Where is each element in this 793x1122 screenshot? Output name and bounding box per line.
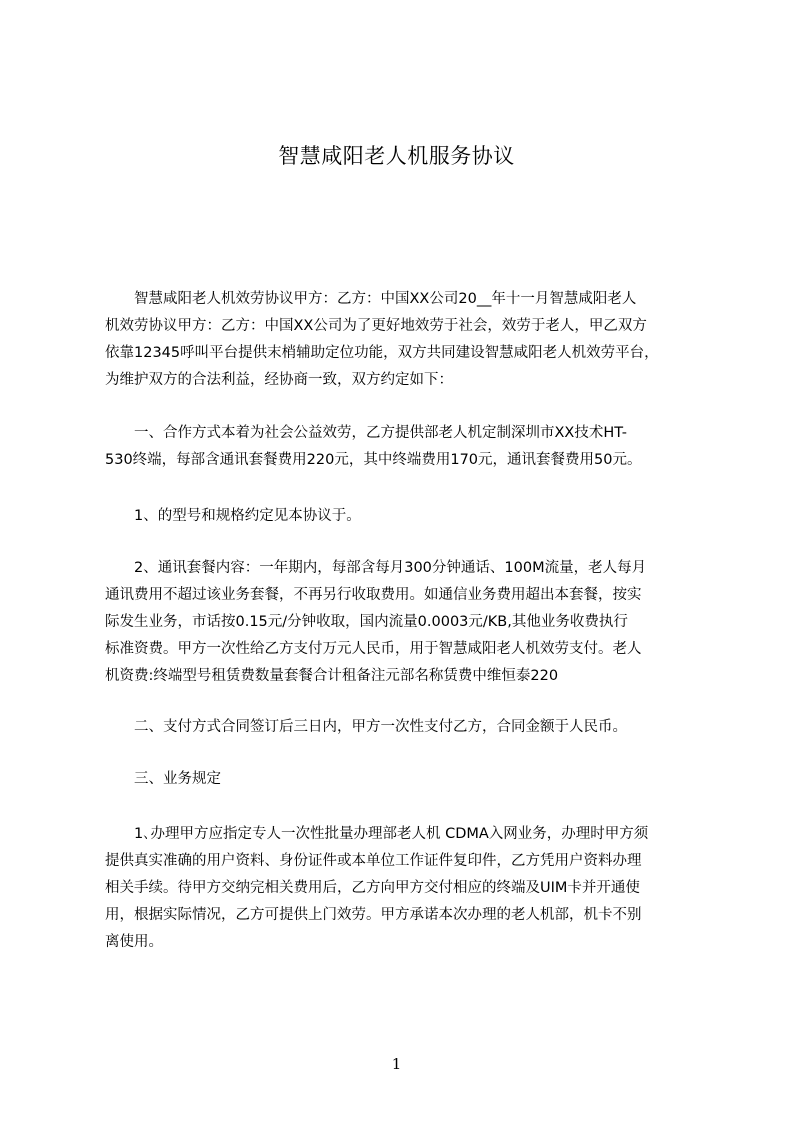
paragraph-cooperation: [105, 420, 698, 474]
text-line: 依靠12345呼叫平台提供末梢辅助定位功能，双方共同建设智慧咸阳老人机效劳平台，: [105, 345, 659, 361]
text-line: 1、的型号和规格约定见本协议于。: [105, 508, 361, 524]
document-title: 智慧咸阳老人机服务协议: [278, 144, 515, 168]
page-number: 1: [391, 1055, 402, 1073]
text-line: 相关手续。待甲方交纳完相关费用后，乙方向甲方交付相应的终端及UIM卡并开通使: [105, 880, 640, 896]
text-line: 2、通讯套餐内容：一年期内，每部含每月300分钟通话、100M流量，老人每月: [105, 560, 647, 576]
paragraph-payment: [105, 714, 698, 741]
text-line: 用，根据实际情况，乙方可提供上门效劳。甲方承诺本次办理的老人机部，机卡不别: [105, 907, 642, 923]
text-line: 530终端，每部含通讯套餐费用220元，其中终端费用170元，通讯套餐费用50元。: [105, 452, 642, 468]
text-line: 际发生业务，市话按0.15元/分钟收取，国内流量0.0003元/KB,其他业务收费执行: [105, 614, 628, 630]
text-line: 1､办理甲方应指定专人一次性批量办理部老人机 CDMA入网业务，办理时甲方须: [105, 826, 649, 842]
paragraph-handling: [105, 821, 698, 956]
paragraph-package: [105, 555, 698, 690]
paragraph-model-spec: [105, 503, 698, 530]
text-line: 二、支付方式合同签订后三日内，甲方一次性支付乙方，合同金额于人民币。: [105, 719, 627, 735]
text-line: 智慧咸阳老人机效劳协议甲方：乙方：中国XX公司20__年十一月智慧咸阳老人: [105, 291, 637, 307]
text-line: 机效劳协议甲方：乙方：中国XX公司为了更好地效劳于社会，效劳于老人，甲乙双方: [105, 318, 647, 334]
text-line: 三、业务规定: [105, 771, 221, 787]
text-line: 为维护双方的合法利益，经协商一致，双方约定如下：: [105, 372, 453, 388]
paragraph-intro: [105, 286, 698, 394]
text-line: 机资费:终端型号租赁费数量套餐合计租备注元部名称赁费中维恒泰220: [105, 668, 559, 684]
paragraph-business-rules-heading: [105, 766, 698, 793]
text-line: 通讯费用不超过该业务套餐，不再另行收取费用。如通信业务费用超出本套餐，按实: [105, 587, 642, 603]
text-line: 离使用。: [105, 934, 163, 950]
text-line: 标准资费。甲方一次性给乙方支付万元人民币，用于智慧咸阳老人机效劳支付。老人: [105, 641, 642, 657]
text-line: 提供真实准确的用户资料、身份证件或本单位工作证件复印件，乙方凭用户资料办理: [105, 853, 642, 869]
text-line: 一、合作方式本着为社会公益效劳，乙方提供部老人机定制深圳市XX技术HT-: [105, 425, 628, 441]
